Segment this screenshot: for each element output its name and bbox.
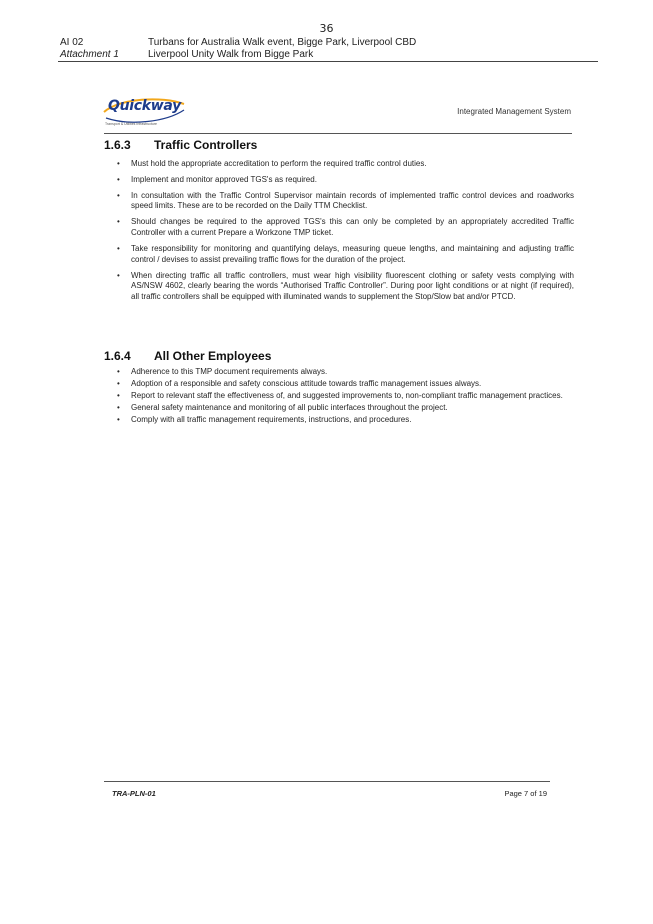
section-traffic-controllers [104,137,574,303]
section-number: 1.6.3 [104,138,131,152]
list-item: • Must hold the appropriate accreditation to perform the required traffic control duties. [117,158,427,168]
list-item: • General safety maintenance and monitoring of all public interfaces throughout the project. [117,403,448,413]
page-number: 36 [319,22,334,35]
section-heading [104,348,574,364]
bullet-icon: • [117,415,120,425]
section-title: All Other Employees [154,349,272,363]
document-header-divider [104,133,572,134]
list-item: • Adoption of a responsible and safety conscious attitude towards traffic management issues always. [117,379,482,389]
bullet-list [104,159,574,303]
logo-wordmark: Quickway [108,98,181,114]
list-item: • Report to relevant staff the effectiveness of, and suggested improvements to, non-compliant traffic management practices. [117,391,563,401]
agenda-title [148,37,416,61]
bullet-list [104,367,574,426]
section-number: 1.6.4 [104,349,131,363]
header-divider [58,61,598,62]
bullet-icon: • [117,190,120,200]
quickway-logo [100,96,190,132]
agenda-title-line-2: Liverpool Unity Walk from Bigge Park [148,49,314,60]
list-item: • Adherence to this TMP document requirements always. [117,367,328,376]
system-name: Integrated Management System [457,107,571,116]
section-heading [104,137,574,153]
bullet-icon: • [117,174,120,184]
list-item: • In consultation with the Traffic Control Supervisor maintain records of implemented traffic control devices and roadworks speed limits. These are to be recorded on the Daily TTM Checklist. [117,190,574,211]
bullet-icon: • [117,379,120,389]
bullet-icon: • [117,244,120,254]
list-item: • When directing traffic all traffic controllers, must wear high visibility fluorescent clothing or safety vests complying with AS/NSW 4602, clearly bearing the words “Authorised Traffic Controller”. During poor light conditions or at night (if required), all traffic controllers shall be equipped with illuminated wands to supplement the Stop/Slow bat and/or PTCD. [117,270,574,301]
section-all-other-employees [104,348,574,426]
footer-divider [104,781,550,782]
agenda-title-line-1: Turbans for Australia Walk event, Bigge Park, Liverpool CBD [148,37,417,48]
bullet-icon: • [117,367,120,376]
list-item: • Implement and monitor approved TGS's as required. [117,174,317,184]
bullet-icon: • [117,158,120,168]
bullet-icon: • [117,403,120,413]
agenda-reference [60,37,119,61]
document-code: TRA-PLN-01 [112,789,156,798]
bullet-icon: • [117,217,120,227]
logo-tagline: Transport & Utilities Infrastructure [105,122,157,126]
bullet-icon: • [117,270,120,280]
page-indicator: Page 7 of 19 [504,789,547,798]
section-title: Traffic Controllers [154,138,258,152]
bullet-icon: • [117,391,120,401]
list-item: • Comply with all traffic management requirements, instructions, and procedures. [117,415,412,425]
list-item: • Should changes be required to the approved TGS's this can only be completed by an appropriately accredited Traffic Controller with a current Prepare a Workzone TMP ticket. [117,217,574,237]
attachment-label: Attachment 1 [60,49,119,60]
agenda-item: AI 02 [60,37,84,48]
list-item: • Take responsibility for monitoring and quantifying delays, measuring queue lengths, and maintaining and adjusting traffic control / devises to assist prevailing traffic flows for the duration of the project. [117,244,574,264]
